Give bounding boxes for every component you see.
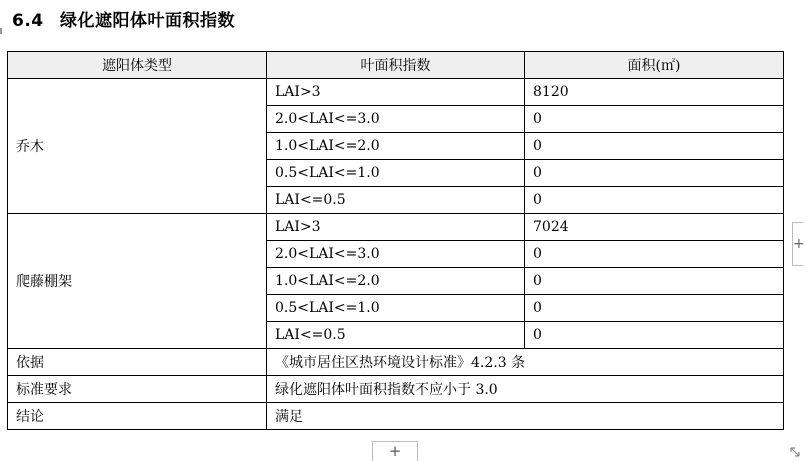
header-shade-type: 遮阳体类型 bbox=[8, 52, 267, 79]
section-number: 6.4 bbox=[12, 11, 44, 31]
requirement-row bbox=[8, 376, 784, 403]
section-title: 绿化遮阳体叶面积指数 bbox=[60, 11, 236, 31]
lai-cell: 2.0<LAI<=3.0 bbox=[267, 241, 525, 268]
area-cell: 0 bbox=[525, 133, 784, 160]
conclusion-row bbox=[8, 403, 784, 430]
area-cell: 0 bbox=[525, 268, 784, 295]
lai-cell: 1.0<LAI<=2.0 bbox=[267, 268, 525, 295]
area-cell: 0 bbox=[525, 322, 784, 349]
area-cell: 0 bbox=[525, 295, 784, 322]
conclusion-value: 满足 bbox=[267, 403, 784, 430]
section-heading bbox=[12, 6, 235, 31]
header-leaf-area-index: 叶面积指数 bbox=[267, 52, 525, 79]
plus-icon: + bbox=[388, 442, 402, 460]
area-cell: 0 bbox=[525, 160, 784, 187]
area-cell: 0 bbox=[525, 241, 784, 268]
table-row bbox=[8, 79, 784, 106]
lai-cell: 0.5<LAI<=1.0 bbox=[267, 160, 525, 187]
add-row-button[interactable] bbox=[372, 441, 418, 461]
lai-cell: LAI<=0.5 bbox=[267, 187, 525, 214]
add-column-button[interactable] bbox=[792, 222, 803, 266]
area-cell: 0 bbox=[525, 106, 784, 133]
area-cell: 8120 bbox=[525, 79, 784, 106]
resize-icon[interactable] bbox=[789, 446, 801, 458]
plus-icon: + bbox=[793, 236, 805, 252]
basis-value: 《城市居住区热环境设计标准》4.2.3 条 bbox=[267, 349, 784, 376]
basis-label: 依据 bbox=[8, 349, 267, 376]
basis-row bbox=[8, 349, 784, 376]
requirement-label: 标准要求 bbox=[8, 376, 267, 403]
lai-cell: LAI<=0.5 bbox=[267, 322, 525, 349]
lai-cell: 0.5<LAI<=1.0 bbox=[267, 295, 525, 322]
lai-cell: 1.0<LAI<=2.0 bbox=[267, 133, 525, 160]
margin-marker bbox=[0, 28, 2, 34]
area-cell: 0 bbox=[525, 187, 784, 214]
requirement-value: 绿化遮阳体叶面积指数不应小于 3.0 bbox=[267, 376, 784, 403]
shade-type-cell: 爬藤棚架 bbox=[8, 214, 267, 349]
lai-cell: 2.0<LAI<=3.0 bbox=[267, 106, 525, 133]
area-cell: 7024 bbox=[525, 214, 784, 241]
conclusion-label: 结论 bbox=[8, 403, 267, 430]
header-area: 面积(㎡) bbox=[525, 52, 784, 79]
lai-cell: LAI>3 bbox=[267, 79, 525, 106]
lai-cell: LAI>3 bbox=[267, 214, 525, 241]
table-row bbox=[8, 214, 784, 241]
shade-type-cell: 乔木 bbox=[8, 79, 267, 214]
leaf-area-index-table bbox=[7, 51, 784, 430]
table-header-row bbox=[8, 52, 784, 79]
